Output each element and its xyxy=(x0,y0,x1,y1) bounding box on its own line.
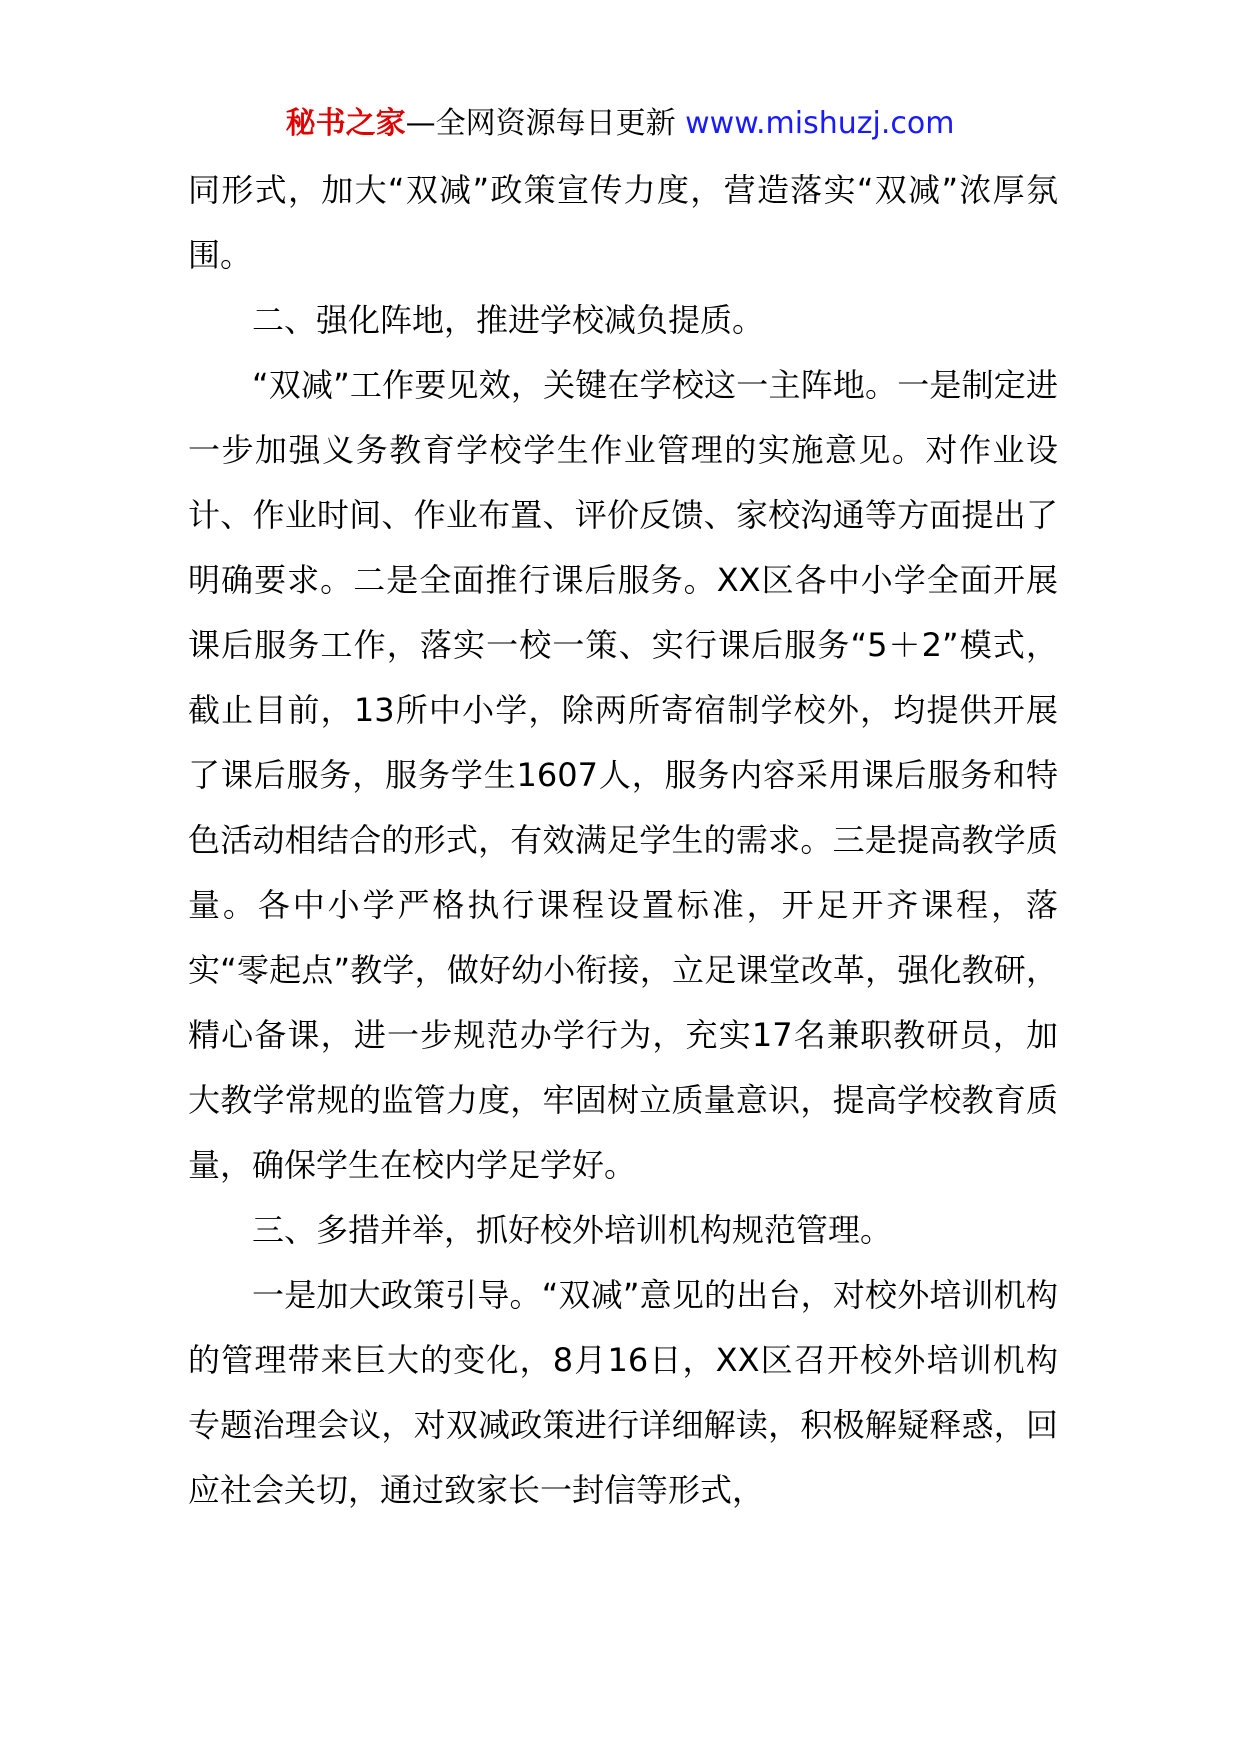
document-body xyxy=(188,158,1058,1523)
paragraph-school-measures: “双减”工作要见效，关键在学校这一主阵地。一是制定进一步加强义务教育学校学生作业管理的实施意见。对作业设计、作业时间、作业布置、评价反馈、家校沟通等方面提出了明确要求。二是全面推行课后服务。XX区各中小学全面开展课后服务工作，落实一校一策、实行课后服务“5＋2”模式，截止目前，13所中小学，除两所寄宿制学校外，均提供开展了课后服务，服务学生1607人，服务内容采用课后服务和特色活动相结合的形式，有效满足学生的需求。三是提高教学质量。各中小学严格执行课程设置标准，开足开齐课程，落实“零起点”教学，做好幼小衔接，立足课堂改革，强化教研，精心备课，进一步规范办学行为，充实17名兼职教研员，加大教学常规的监管力度，牢固树立质量意识，提高学校教育质量，确保学生在校内学足学好。 xyxy=(188,366,1058,1184)
site-brand: 秘书之家 xyxy=(285,106,406,141)
section-heading-2: 二、强化阵地，推进学校减负提质。 xyxy=(252,301,765,339)
site-header xyxy=(0,100,1240,148)
paragraph-continuation: 同形式，加大“双减”政策宣传力度，营造落实“双减”浓厚氛围。 xyxy=(188,171,1058,274)
section-heading-3: 三、多措并举，抓好校外培训机构规范管理。 xyxy=(252,1211,893,1249)
site-url-link[interactable]: www.mishuzj.com xyxy=(685,106,955,141)
site-tagline: —全网资源每日更新 xyxy=(405,106,686,141)
paragraph-policy-guidance: 一是加大政策引导。“双减”意见的出台，对校外培训机构的管理带来巨大的变化，8月16日，XX区召开校外培训机构专题治理会议，对双减政策进行详细解读，积极解疑释惑，回应社会关切，通过致家长一封信等形式， xyxy=(188,1276,1058,1509)
